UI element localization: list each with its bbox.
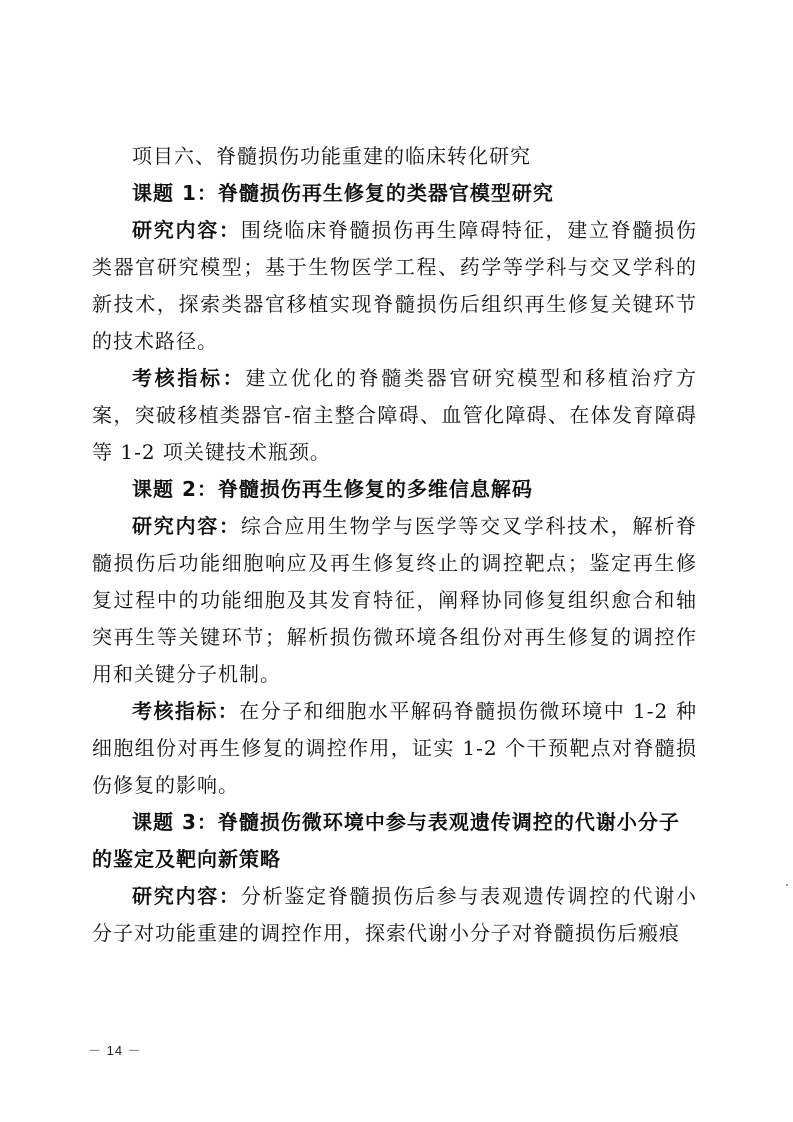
- section-title: 项目六、脊髓损伤功能重建的临床转化研究: [132, 144, 531, 168]
- topic-1-metric: [92, 360, 697, 471]
- topic-2-content: [92, 508, 697, 693]
- topic-2-content-label: 研究内容：: [132, 514, 241, 538]
- topic-1-content: [92, 212, 697, 360]
- topic-3-content-text: 分析鉴定脊髓损伤后参与表观遗传调控的代谢小分子对功能重建的调控作用，探索代谢小分子对脊髓损伤后瘢痕: [92, 884, 698, 945]
- topic-3-content: [92, 878, 697, 952]
- document-body: [92, 138, 697, 952]
- topic-2-title: 课题 2：脊髓损伤再生修复的多维信息解码: [132, 477, 533, 501]
- topic-2-metric-label: 考核指标：: [132, 699, 240, 723]
- scan-mark: [786, 884, 788, 886]
- topic-1-title: 课题 1：脊髓损伤再生修复的类器官模型研究: [132, 181, 554, 205]
- page-number: － 14 －: [88, 1043, 142, 1058]
- topic-1-metric-label: 考核指标：: [132, 366, 246, 390]
- topic-2-metric: [92, 693, 697, 804]
- topic-2-content-text: 综合应用生物学与医学等交叉学科技术，解析脊髓损伤后功能细胞响应及再生修复终止的调控靶点；鉴定再生修复过程中的功能细胞及其发育特征，阐释协同修复组织愈合和轴突再生等关键环节；解析损伤微环境各组份对再生修复的调控作用和关键分子机制。: [92, 514, 698, 686]
- topic-3-content-label: 研究内容：: [132, 884, 241, 908]
- topic-2-metric-text: 在分子和细胞水平解码脊髓损伤微环境中 1-2 种细胞组份对再生修复的调控作用，证实 1-2 个干预靶点对脊髓损伤修复的影响。: [92, 699, 698, 797]
- topic-1-content-label: 研究内容：: [132, 218, 241, 242]
- topic-1-metric-text: 建立优化的脊髓类器官研究模型和移植治疗方案，突破移植类器官-宿主整合障碍、血管化障碍、在体发育障碍等 1-2 项关键技术瓶颈。: [92, 366, 698, 464]
- topic-1-content-text: 围绕临床脊髓损伤再生障碍特征，建立脊髓损伤类器官研究模型；基于生物医学工程、药学等学科与交叉学科的新技术，探索类器官移植实现脊髓损伤后组织再生修复关键环节的技术路径。: [92, 218, 698, 353]
- topic-3-title: 课题 3：脊髓损伤微环境中参与表观遗传调控的代谢小分子的鉴定及靶向新策略: [92, 810, 680, 871]
